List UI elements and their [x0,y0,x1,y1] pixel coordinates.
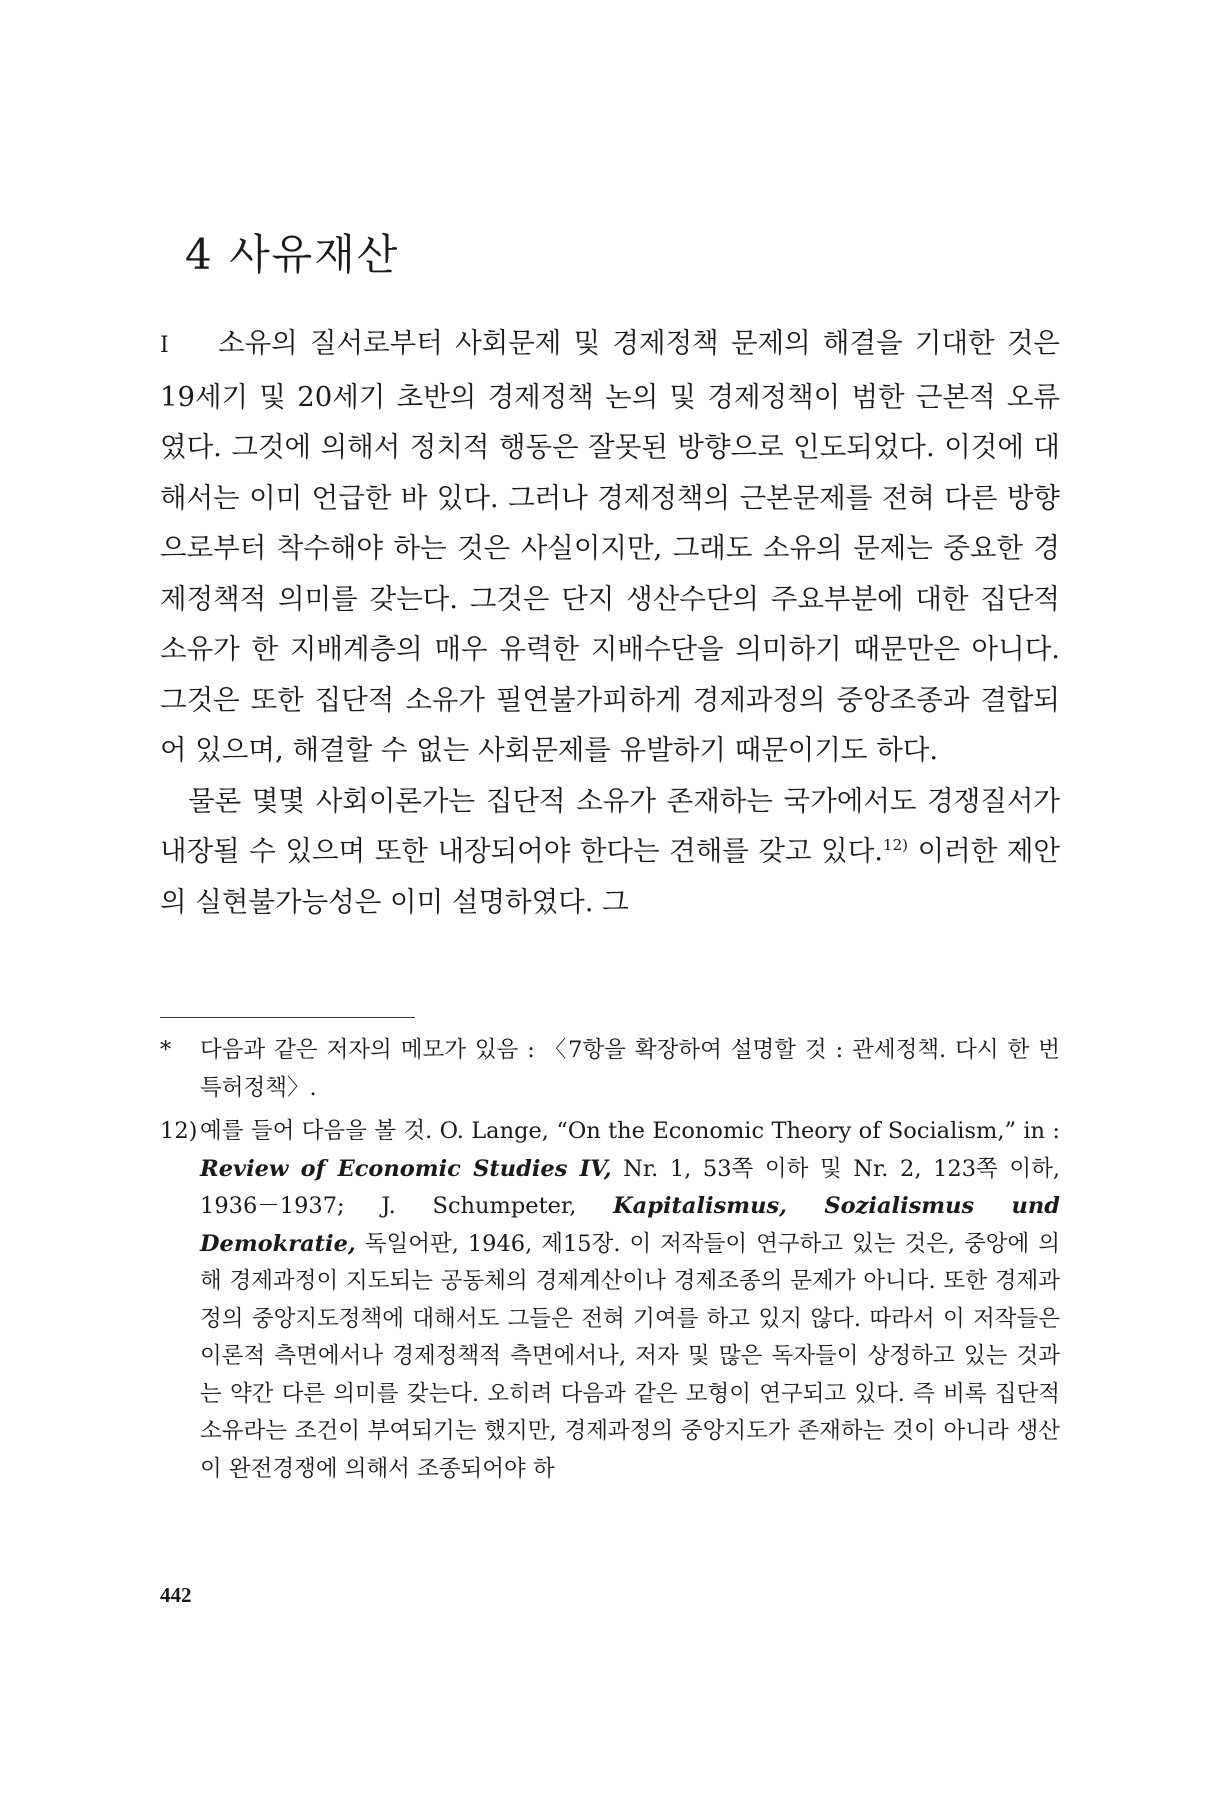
page-number: 442 [160,1583,192,1607]
footnotes [160,1032,1060,1494]
section-marker: I [160,333,169,358]
footnote-mark: * [160,1037,172,1063]
footnote-text [200,1113,1060,1488]
footnote-12 [160,1113,1060,1488]
footnote-reference[interactable]: 12) [883,835,908,854]
paragraph-2 [160,776,1060,928]
footnote-divider [160,1017,415,1018]
footnote-12-journal-title: Review of Economic Studies IV, [200,1155,612,1182]
footnote-mark: 12) [160,1118,198,1144]
footnote-12-book-title: Kapitalismus, Sozialismus und Demokratie, [200,1193,1061,1257]
footnote-text: 다음과 같은 저자의 메모가 있음 : 〈7항을 확장하여 설명할 것 : 관세정책. 다시 한 번 특허정책〉. [200,1037,1060,1101]
book-page [150,0,1060,1818]
footnote-12-part-2: Nr. 1, 53쪽 이하 및 Nr. 2, 123쪽 이하, 1936－1937; J. Schumpeter, [200,1155,1060,1219]
footnote-12-part-3: 독일어판, 1946, 제15장. 이 저작들이 연구하고 있는 것은, 중앙에 의해 경제과정이 지도되는 공동체의 경제계산이나 경제조종의 문제가 아니다. 또한 경제과정의 중앙지도정책에 대해서도 그들은 전혀 기여를 하고 있지 않다. 따라서 이 저작들은 이론적 측면에서나 경제정책적 측면에서나, 저자 및 많은 독자들이 상정하고 있는 것과는 약간 다른 의미를 갖는다. 오히려 다음과 같은 모형이 연구되고 있다. 즉 비록 집단적 소유라는 조건이 부여되기는 했지만, 경제과정의 중앙지도가 존재하는 것이 아니라 생산이 완전경쟁에 의해서 조종되어야 하 [200,1230,1060,1482]
chapter-title: 4 사유재산 [185,230,400,279]
paragraph-1-text: 소유의 질서로부터 사회문제 및 경제정책 문제의 해결을 기대한 것은 19세기 및 20세기 초반의 경제정책 논의 및 경제정책이 범한 근본적 오류였다. 그것에 의해서 정치적 행동은 잘못된 방향으로 인도되었다. 이것에 대해서는 이미 언급한 바 있다. 그러나 경제정책의 근본문제를 전혀 다른 방향으로부터 착수해야 하는 것은 사실이지만, 그래도 소유의 문제는 중요한 경제정책적 의미를 갖는다. 그것은 단지 생산수단의 주요부분에 대한 집단적 소유가 한 지배계층의 매우 유력한 지배수단을 의미하기 때문만은 아니다. 그것은 또한 집단적 소유가 필연불가피하게 경제과정의 중앙조종과 결합되어 있으며, 해결할 수 없는 사회문제를 유발하기 때문이기도 하다. [160,327,1060,766]
body-text [160,318,1060,927]
paragraph-1 [160,318,1060,776]
paragraph-2-continuation: 이러한 제안의 실현불가능성은 이미 설명하였다. 그 [160,835,1060,918]
footnote-12-part-1: 예를 들어 다음을 볼 것. O. Lange, “On the Economic Theory of Socialism,” in : [200,1118,1060,1144]
paragraph-2-text: 물론 몇몇 사회이론가는 집단적 소유가 존재하는 국가에서도 경쟁질서가 내장될 수 있으며 또한 내장되어야 한다는 견해를 갖고 있다. [160,784,1060,867]
footnote-author-memo [160,1032,1060,1107]
